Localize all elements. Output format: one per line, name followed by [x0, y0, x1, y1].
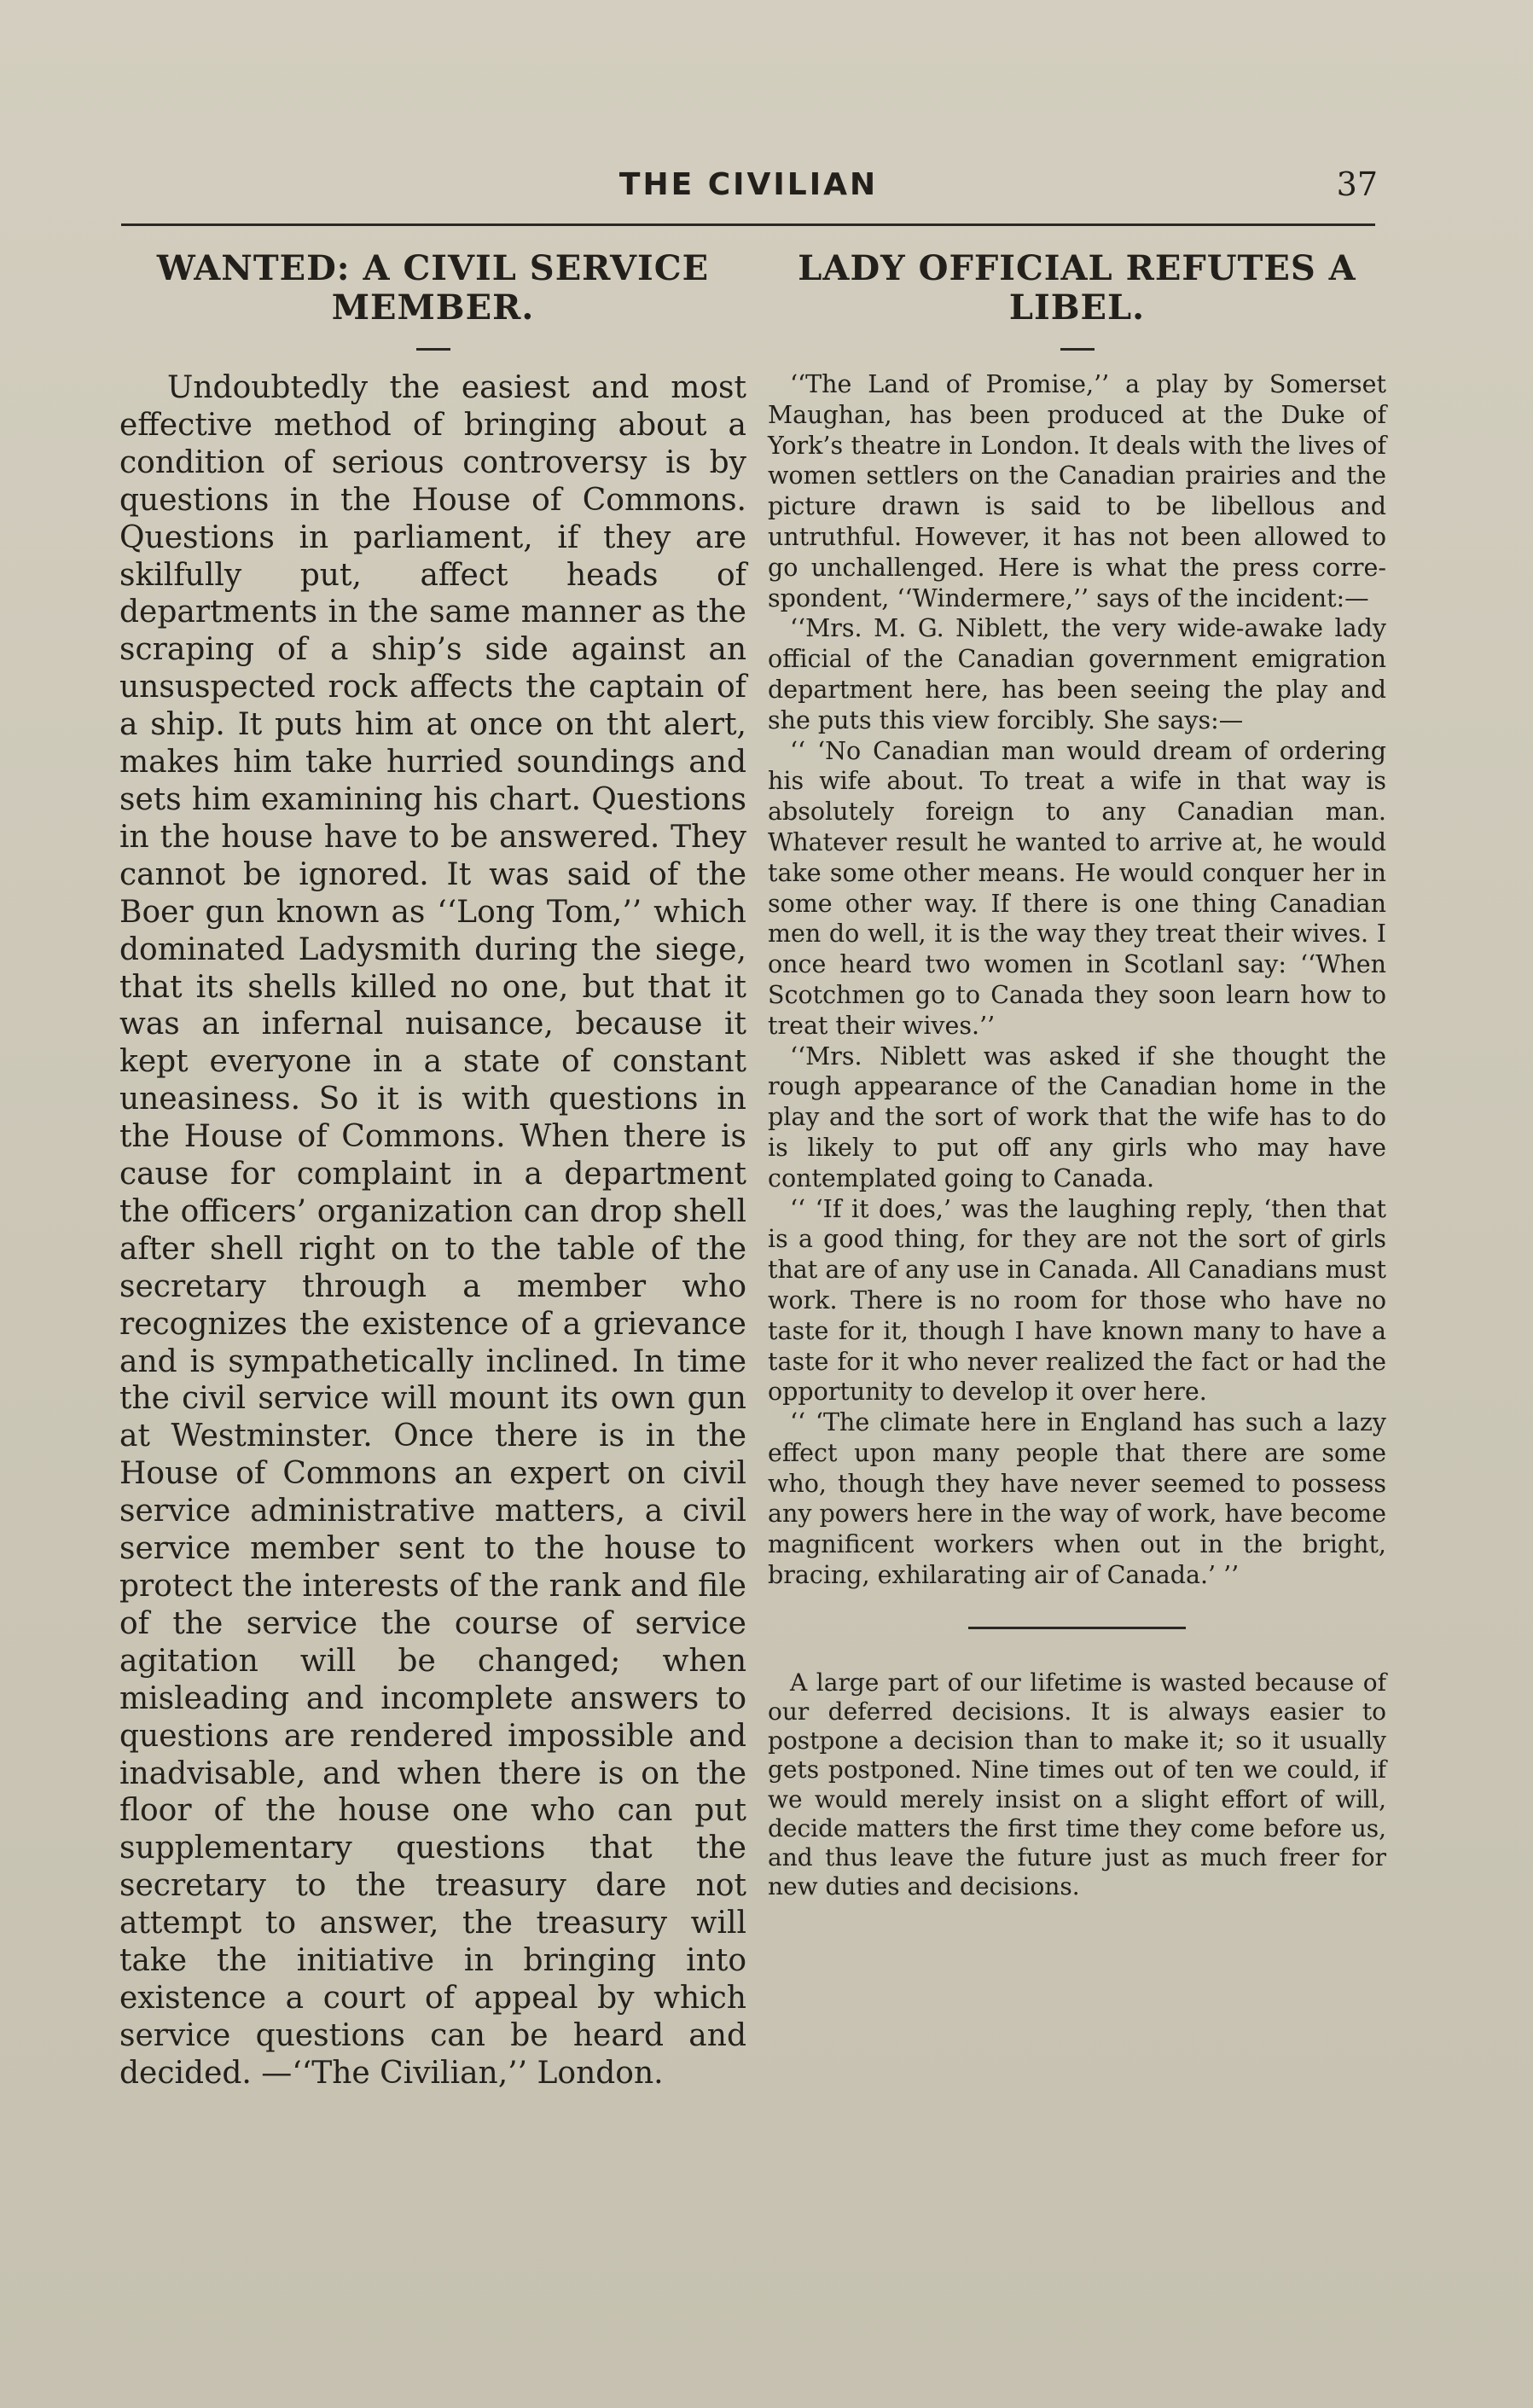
running-head: [119, 167, 1378, 210]
left-article-body: [119, 369, 746, 2092]
running-title: THE CIVILIAN: [618, 167, 879, 202]
right-article-paragraph: ‘‘Mrs. Niblett was asked if she thought the rough appearance of the Canadian home in the play and the sort of work that the wife has to do is likely to put off any girls who may have contemplated going to Canada.: [768, 1042, 1386, 1192]
right-article-paragraph: ‘‘Mrs. M. G. Niblett, the very wide-awake lady official of the Canadian government emigration department here, has been seeing the play and she puts this view forcibly. She says:—: [768, 614, 1386, 734]
right-article-paragraph: ‘‘ ‘No Canadian man would dream of ordering his wife about. To treat a wife in that way is absolutely foreign to any Canadian man. Whatever result he wanted to arrive at, he would take some other means. He would conquer her in some other way. If there is one thing Canadian men do well, it is the way they treat their wives. I once heard two women in Scotlanl say: ‘‘When Scotchmen go to Canada they soon learn how to treat their wives.’’: [768, 736, 1386, 1040]
right-article-body: [768, 369, 1386, 1902]
right-article-headline: LADY OFFICIAL REFUTES A LIBEL.: [798, 248, 1356, 328]
left-article-paragraph: Undoubtedly the easiest and most effective method of bringing about a condition of serious controversy is by questions in the House of Commons. Questions in parliament, if they are skilfully put, affect heads of departments in the same manner as the scraping of a ship’s side against an unsuspected rock affects the captain of a ship. It puts him at once on tht alert, makes him take hurried soundings and sets him examining his chart. Questions in the house have to be answered. They cannot be ignored. It was said of the Boer gun known as ‘‘Long Tom,’’ which dominated Ladysmith during the siege, that its shells killed no one, but that it was an infernal nuisance, because it kept everyone in a state of constant uneasiness. So it is with questions in the House of Commons. When there is cause for complaint in a department the officers’ organization can drop shell after shell right on to the table of the secretary through a member who recognizes the existence of a grievance and is sympathetically inclined. In time the civil service will mount its own gun at Westminster. Once there is in the House of Commons an expert on civil service administrative matters, a civil service member sent to the house to protect the interests of the rank and file of the service the course of service agitation will be changed; when misleading and incomplete answers to questions are rendered impossible and inadvisable, and when there is on the floor of the house one who can put supplementary questions that the secretary to the treasury dare not attempt to answer, the treasury will take the initiative in bringing into existence a court of appeal by which service questions can be heard and decided. —‘‘The Civilian,’’ London.: [119, 370, 746, 2091]
headline-divider: [416, 348, 450, 351]
right-article-paragraph: ‘‘The Land of Promise,’’ a play by Somerset Maughan, has been produced at the Duke of York’s theatre in London. It deals with the lives of women settlers on the Canadian prairies and the picture drawn is said to be libellous and untruthful. However, it has not been allowed to go unchallenged. Here is what the press correspondent, ‘‘Windermere,’’ says of the incident:—: [768, 370, 1386, 612]
left-column: [119, 249, 746, 2092]
section-divider: [968, 1627, 1186, 1629]
closing-paragraph: A large part of our lifetime is wasted because of our deferred decisions. It is always easier to postpone a decision than to make it; so it usually gets postponed. Nine times out of ten we could, if we would merely insist on a slight effort of will, decide matters the first time they come before us, and thus leave the future just as much freer for new duties and decisions.: [768, 1668, 1386, 1901]
headline-divider: [1060, 348, 1095, 351]
page-number: 37: [1336, 165, 1378, 203]
header-rule: [121, 223, 1375, 226]
right-article-paragraph: ‘‘ ‘If it does,’ was the laughing reply, ‘then that is a good thing, for they are not the sort of girls that are of any use in Canada. All Canadians must work. There is no room for those who have no taste for it, though I have known many to have a taste for it who never realized the fact or had the opportunity to develop it over here.: [768, 1194, 1386, 1407]
right-article-paragraph: ‘‘ ‘The climate here in England has such a lazy effect upon many people that there are some who, though they have never seemed to possess any powers here in the way of work, have become magnificent workers when out in the bright, bracing, exhilarating air of Canada.’ ’’: [768, 1408, 1386, 1590]
left-article-headline: WANTED: A CIVIL SERVICE MEMBER.: [156, 248, 710, 328]
right-column: [768, 249, 1386, 1902]
